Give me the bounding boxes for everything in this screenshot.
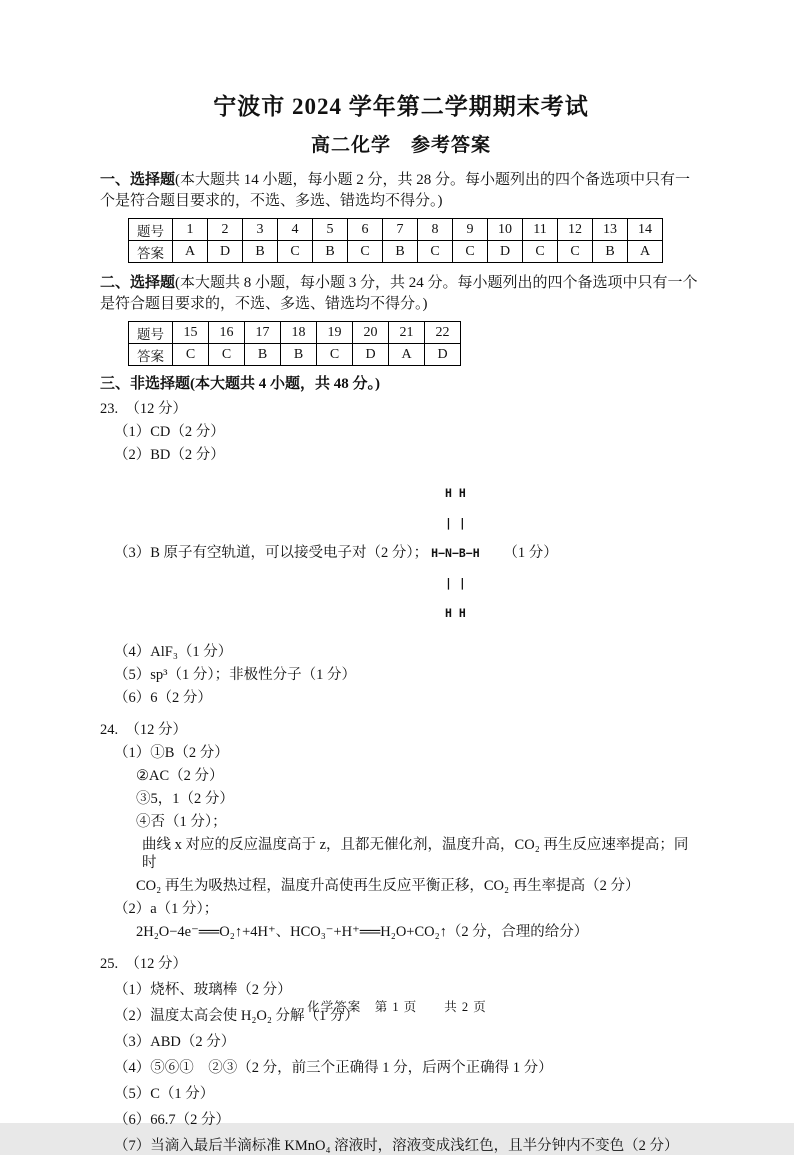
q23-item-2: （2）BD（2 分）	[114, 447, 225, 463]
answer-cell: C	[558, 241, 593, 263]
question-number-cell: 19	[317, 322, 353, 344]
answer-cell: B	[281, 344, 317, 366]
structure-row: H H	[431, 606, 466, 620]
question-number-cell: 17	[245, 322, 281, 344]
answer-cell: B	[243, 241, 278, 263]
q23-item-1: （1）CD（2 分）	[114, 424, 225, 440]
q25-item-3: （3）ABD（2 分）	[114, 1034, 236, 1050]
table-header-cell: 答案	[129, 344, 173, 366]
answer-cell: C	[453, 241, 488, 263]
section-1-label: 一、选择题	[100, 172, 176, 188]
answer-table-1	[128, 218, 663, 263]
question-number-cell: 5	[313, 219, 348, 241]
section-2-label: 二、选择题	[100, 275, 176, 291]
q25-item-7: （7）当滴入最后半滴标准 KMnO₄ 溶液时，溶液变成浅红色，且半分钟内不变色（2 分）	[114, 1138, 679, 1154]
answer-cell: C	[523, 241, 558, 263]
section-1-desc: (本大题共 14 小题，每小题 2 分，共 28 分。每小题列出的四个备选项中只有一个是符合题目要求的，不选、多选、错选均不得分。)	[100, 172, 691, 209]
ammonia-borane-structure	[431, 468, 500, 638]
q24-item-1: （1）①B（2 分）	[114, 745, 229, 761]
question-number-cell: 3	[243, 219, 278, 241]
question-number-cell: 4	[278, 219, 313, 241]
question-number-cell: 2	[208, 219, 243, 241]
answer-cell: C	[348, 241, 383, 263]
answer-cell: C	[418, 241, 453, 263]
answer-cell: C	[209, 344, 245, 366]
answer-cell: B	[313, 241, 348, 263]
section-2-heading	[100, 273, 702, 315]
question-number-cell: 10	[488, 219, 523, 241]
q24-explanation-line-1: 曲线 x 对应的反应温度高于 z，且都无催化剂，温度升高，CO₂ 再生反应速率提高；同时	[142, 837, 689, 871]
q24-electrode-equation: 2H₂O−4e⁻══O₂↑+4H⁺、HCO₃⁻+H⁺══H₂O+CO₂↑（2 分，合理的给分）	[136, 924, 589, 940]
structure-row: | |	[431, 516, 466, 530]
answer-cell: C	[173, 344, 209, 366]
q25-item-6: （6）66.7（2 分）	[114, 1112, 230, 1128]
question-number-cell: 13	[593, 219, 628, 241]
answer-cell: C	[317, 344, 353, 366]
table-header-cell: 答案	[129, 241, 173, 263]
structure-row: H−N−B−H	[431, 546, 480, 560]
table-row	[129, 344, 461, 366]
question-number-cell: 14	[628, 219, 663, 241]
q23-item-3-text: （3）B 原子有空轨道，可以接受电子对（2 分）；	[114, 545, 429, 561]
answer-cell: D	[353, 344, 389, 366]
answer-cell: A	[628, 241, 663, 263]
question-number-cell: 7	[383, 219, 418, 241]
q24-heading: 24. （12 分）	[100, 722, 187, 738]
section-2-desc: (本大题共 8 小题，每小题 3 分，共 24 分。每小题列出的四个备选项中只有一个是符合题目要求的，不选、多选、错选均不得分。)	[100, 275, 698, 312]
structure-row: | |	[431, 576, 466, 590]
answer-table-2	[128, 321, 461, 366]
page-footer: 化学答案 第 1 页 共 2 页	[307, 1000, 487, 1014]
question-number-cell: 18	[281, 322, 317, 344]
q23-item-3-score: （1 分）	[503, 545, 558, 561]
question-number-cell: 15	[173, 322, 209, 344]
table-row	[129, 241, 663, 263]
q23-heading: 23. （12 分）	[100, 401, 187, 417]
exam-title: 宁波市 2024 学年第二学期期末考试	[213, 94, 589, 119]
table-header-cell: 题号	[129, 322, 173, 344]
q25-item-4: （4）⑤⑥① ②③（2 分，前三个正确得 1 分，后两个正确得 1 分）	[114, 1060, 553, 1076]
q23-item-3	[114, 468, 702, 638]
question-number-cell: 22	[425, 322, 461, 344]
section-1-heading	[100, 170, 702, 212]
answer-cell: C	[278, 241, 313, 263]
answer-cell: B	[383, 241, 418, 263]
question-25	[100, 955, 702, 1155]
question-number-cell: 12	[558, 219, 593, 241]
table-row	[129, 322, 461, 344]
section-3-desc: (本大题共 4 小题，共 48 分。)	[190, 376, 381, 392]
structure-row: H H	[431, 486, 466, 500]
question-number-cell: 1	[173, 219, 208, 241]
exam-subtitle: 高二化学 参考答案	[310, 135, 491, 156]
q25-item-2: （2）温度太高会使 H₂O₂ 分解（1 分）	[114, 1008, 359, 1024]
q25-item-1: （1）烧杯、玻璃棒（2 分）	[114, 982, 292, 998]
table-row	[129, 219, 663, 241]
q23-item-6: （6）6（2 分）	[114, 690, 212, 706]
section-3-heading	[100, 374, 702, 395]
question-number-cell: 21	[389, 322, 425, 344]
question-number-cell: 20	[353, 322, 389, 344]
question-number-cell: 6	[348, 219, 383, 241]
q24-item-1-sub4: ④否（1 分）；	[136, 814, 227, 830]
question-24	[100, 721, 702, 941]
question-number-cell: 16	[209, 322, 245, 344]
q25-item-5: （5）C（1 分）	[114, 1086, 215, 1102]
answer-cell: D	[425, 344, 461, 366]
q23-item-5: （5）sp³（1 分）；非极性分子（1 分）	[114, 667, 356, 683]
q23-item-4: （4）AlF₃（1 分）	[114, 644, 233, 660]
question-number-cell: 11	[523, 219, 558, 241]
q25-heading: 25. （12 分）	[100, 956, 187, 972]
question-23	[100, 400, 702, 707]
q24-item-2: （2）a（1 分）；	[114, 901, 219, 917]
answer-cell: D	[208, 241, 243, 263]
q24-explanation-line-2: CO₂ 再生为吸热过程，温度升高使再生反应平衡正移，CO₂ 再生率提高（2 分）	[136, 878, 640, 894]
section-3-label: 三、非选择题	[100, 376, 191, 392]
table-header-cell: 题号	[129, 219, 173, 241]
question-number-cell: 8	[418, 219, 453, 241]
document-content	[100, 88, 702, 1155]
q24-item-1-sub3: ③5，1（2 分）	[136, 791, 234, 807]
answer-cell: B	[245, 344, 281, 366]
answer-cell: D	[488, 241, 523, 263]
answer-cell: A	[389, 344, 425, 366]
q24-item-1-sub2: ②AC（2 分）	[136, 768, 224, 784]
answer-cell: A	[173, 241, 208, 263]
question-number-cell: 9	[453, 219, 488, 241]
answer-cell: B	[593, 241, 628, 263]
